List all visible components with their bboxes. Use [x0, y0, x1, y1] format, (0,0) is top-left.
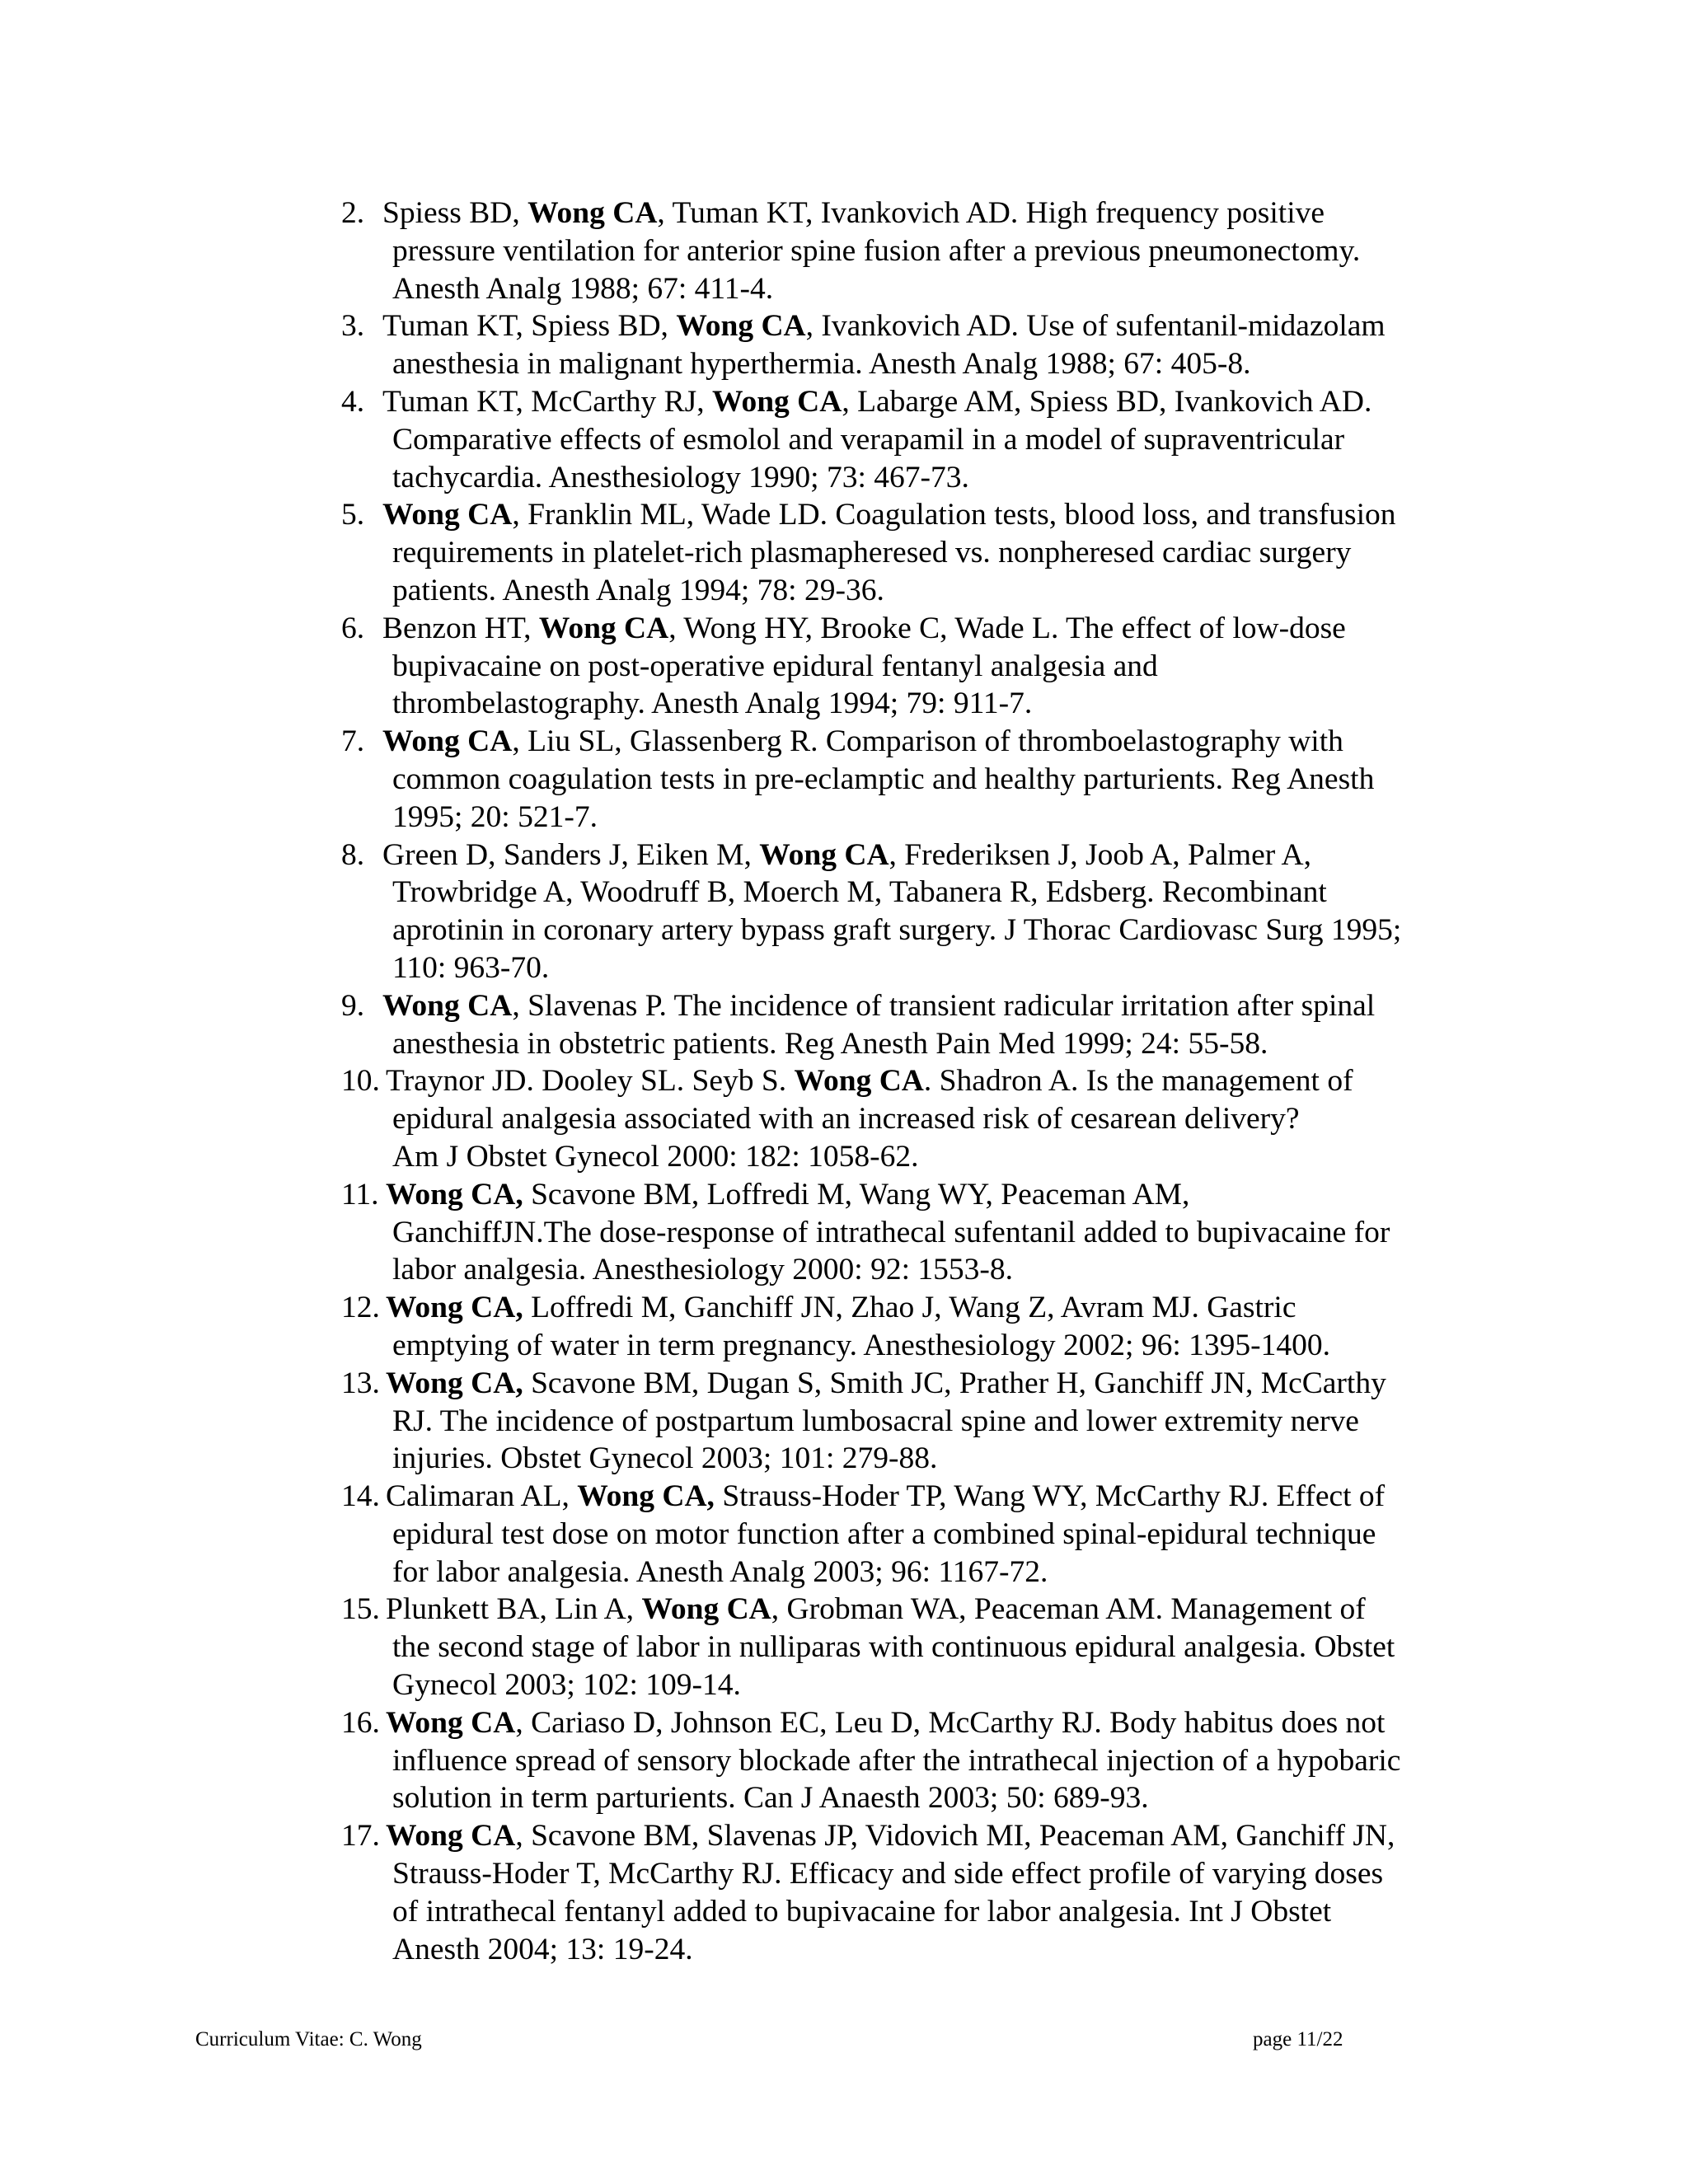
publication-line — [392, 1403, 1495, 1441]
citation-text: for labor analgesia. Anesth Analg 2003; 96: 1167-72. — [392, 1554, 1048, 1589]
citation-text: emptying of water in term pregnancy. Anesthesiology 2002; 96: 1395-1400. — [392, 1328, 1330, 1362]
citation-text: RJ. The incidence of postpartum lumbosacral spine and lower extremity nerve — [392, 1404, 1359, 1438]
citation-text: , Ivankovich AD. Use of sufentanil-midazolam — [805, 309, 1386, 344]
citation-text: Loffredi M, Ganchiff JN, Zhao J, Wang Z, Avram MJ. Gastric — [523, 1291, 1296, 1325]
author-highlight: Wong CA, — [386, 1291, 523, 1325]
citation-text: patients. Anesth Analg 1994; 78: 29-36. — [392, 573, 884, 607]
publication-entry — [341, 1704, 1495, 1817]
publication-line — [392, 534, 1495, 572]
citation-text: Comparative effects of esmolol and verapamil in a model of supraventricular — [392, 422, 1345, 457]
citation-text: , Cariaso D, Johnson EC, Leu D, McCarthy RJ. Body habitus does not — [515, 1705, 1386, 1740]
citation-text: . Shadron A. Is the management of — [923, 1064, 1353, 1099]
citation-text: Strauss-Hoder T, McCarthy RJ. Efficacy and side effect profile of varying doses — [392, 1857, 1384, 1891]
publication-number: 13. — [341, 1366, 380, 1400]
citation-text: the second stage of labor in nulliparas with continuous epidural analgesia. Obstet — [392, 1630, 1395, 1665]
author-highlight: Wong CA, — [386, 1177, 523, 1212]
publication-line — [386, 1176, 1495, 1214]
citation-text: Traynor JD. Dooley SL. Seyb S. — [386, 1064, 795, 1099]
publication-number: 12. — [341, 1291, 380, 1325]
citation-text: 110: 963-70. — [392, 950, 550, 985]
publication-line — [382, 496, 1495, 534]
citation-text: Green D, Sanders J, Eiken M, — [382, 837, 760, 872]
publication-line — [392, 1214, 1495, 1252]
citation-text: aprotinin in coronary artery bypass graft surgery. J Thorac Cardiovasc Surg 1995; — [392, 913, 1402, 948]
citation-text: thrombelastography. Anesth Analg 1994; 79: 911-7. — [392, 687, 1033, 721]
citation-text: pressure ventilation for anterior spine fusion after a previous pneumonectomy. — [392, 233, 1361, 268]
publication-line — [382, 837, 1495, 874]
publication-line — [392, 1742, 1495, 1780]
publication-line — [382, 307, 1495, 345]
publication-entry — [341, 307, 1495, 383]
publication-line — [386, 1365, 1495, 1403]
publication-entry — [341, 1591, 1495, 1704]
citation-text: , Franklin ML, Wade LD. Coagulation tests, blood loss, and transfusion — [512, 498, 1396, 532]
citation-text: , Slavenas P. The incidence of transient radicular irritation after spinal — [512, 988, 1376, 1023]
citation-text: , Liu SL, Glassenberg R. Comparison of thromboelastography with — [512, 724, 1343, 759]
publication-line — [392, 1138, 1495, 1176]
publication-number: 6. — [341, 611, 365, 645]
citation-text: epidural test dose on motor function after a combined spinal-epidural technique — [392, 1516, 1376, 1551]
publication-line — [392, 345, 1495, 383]
citation-text: , Scavone BM, Slavenas JP, Vidovich MI, Peaceman AM, Ganchiff JN, — [515, 1819, 1395, 1854]
author-highlight: Wong CA — [794, 1064, 924, 1099]
publication-entry — [341, 837, 1495, 987]
citation-text: Plunkett BA, Lin A, — [386, 1592, 642, 1627]
citation-text: Am J Obstet Gynecol 2000: 182: 1058-62. — [392, 1139, 919, 1174]
citation-text: influence spread of sensory blockade after the intrathecal injection of a hypobaric — [392, 1743, 1401, 1778]
citation-text: Tuman KT, Spiess BD, — [382, 309, 677, 344]
publication-line — [392, 1440, 1495, 1478]
publication-line — [392, 1327, 1495, 1365]
citation-text: requirements in platelet-rich plasmapheresed vs. nonpheresed cardiac surgery — [392, 536, 1352, 570]
publication-line — [386, 1591, 1495, 1629]
citation-text: , Tuman KT, Ivankovich AD. High frequency positive — [657, 196, 1325, 230]
publication-line — [392, 874, 1495, 912]
citation-text: labor analgesia. Anesthesiology 2000: 92: 1553-8. — [392, 1253, 1014, 1287]
publication-number: 14. — [341, 1479, 380, 1514]
author-highlight: Wong CA — [759, 837, 889, 872]
publication-line — [392, 761, 1495, 799]
publication-number: 17. — [341, 1819, 380, 1854]
publication-line — [392, 232, 1495, 270]
publication-entry — [341, 1176, 1495, 1289]
publication-number: 15. — [341, 1592, 380, 1627]
citation-text: epidural analgesia associated with an increased risk of cesarean delivery? — [392, 1102, 1300, 1137]
citation-text: bupivacaine on post-operative epidural fentanyl analgesia and — [392, 649, 1158, 683]
author-highlight: Wong CA — [712, 384, 842, 419]
publication-line — [392, 1251, 1495, 1289]
citation-text: injuries. Obstet Gynecol 2003; 101: 279-88. — [392, 1441, 938, 1476]
citation-text: Scavone BM, Dugan S, Smith JC, Prather H, Ganchiff JN, McCarthy — [523, 1366, 1386, 1400]
publication-line — [392, 572, 1495, 610]
publication-number: 2. — [341, 196, 365, 230]
publication-line — [386, 1289, 1495, 1327]
publication-entry — [341, 610, 1495, 723]
publication-line — [382, 723, 1495, 761]
publication-number: 5. — [341, 498, 365, 532]
publication-number: 16. — [341, 1705, 380, 1740]
author-highlight: Wong CA — [386, 1819, 516, 1854]
publication-line — [392, 1931, 1495, 1969]
citation-text: solution in term parturients. Can J Anaesth 2003; 50: 689-93. — [392, 1781, 1149, 1816]
citation-text: Benzon HT, — [382, 611, 539, 645]
citation-text: Anesth 2004; 13: 19-24. — [392, 1932, 693, 1966]
publication-line — [392, 912, 1495, 949]
citation-text: Scavone BM, Loffredi M, Wang WY, Peaceman AM, — [523, 1177, 1190, 1212]
citation-text: , Labarge AM, Spiess BD, Ivankovich AD. — [842, 384, 1372, 419]
publication-list — [341, 194, 1495, 1968]
publication-line — [382, 987, 1495, 1025]
publication-entry — [341, 1289, 1495, 1365]
publication-entry — [341, 723, 1495, 836]
citation-text: Tuman KT, McCarthy RJ, — [382, 384, 713, 419]
citation-text: of intrathecal fentanyl added to bupivacaine for labor analgesia. Int J Obstet — [392, 1894, 1332, 1929]
citation-text: Calimaran AL, — [386, 1479, 578, 1514]
publication-line — [392, 1893, 1495, 1931]
publication-line — [386, 1062, 1495, 1100]
publication-number: 11. — [341, 1177, 379, 1212]
publication-line — [392, 421, 1495, 459]
publication-line — [382, 610, 1495, 648]
publication-line — [392, 1554, 1495, 1591]
author-highlight: Wong CA — [538, 611, 669, 645]
citation-text: anesthesia in malignant hyperthermia. Anesth Analg 1988; 67: 405-8. — [392, 347, 1251, 382]
citation-text: Strauss-Hoder TP, Wang WY, McCarthy RJ. Effect of — [714, 1479, 1386, 1514]
publication-line — [392, 949, 1495, 987]
publication-line — [392, 1025, 1495, 1063]
publication-line — [392, 1779, 1495, 1817]
publication-line — [386, 1817, 1495, 1855]
publication-line — [392, 648, 1495, 686]
citation-text: common coagulation tests in pre-eclamptic and healthy parturients. Reg Anesth — [392, 762, 1375, 796]
author-highlight: Wong CA — [641, 1592, 771, 1627]
publication-line — [392, 685, 1495, 723]
author-highlight: Wong CA — [382, 498, 513, 532]
publication-line — [392, 1516, 1495, 1554]
publication-number: 4. — [341, 384, 365, 419]
publication-entry — [341, 194, 1495, 307]
citation-text: 1995; 20: 521-7. — [392, 799, 598, 834]
publication-number: 9. — [341, 988, 365, 1023]
footer-page-number: page 11/22 — [1253, 2028, 1343, 2050]
publication-line — [392, 799, 1495, 837]
publication-entry — [341, 496, 1495, 609]
citation-text: Gynecol 2003; 102: 109-14. — [392, 1668, 741, 1703]
publication-number: 3. — [341, 309, 365, 344]
publication-line — [386, 1704, 1495, 1742]
publication-number: 10. — [341, 1064, 380, 1099]
publication-line — [392, 1629, 1495, 1666]
author-highlight: Wong CA — [382, 988, 513, 1023]
publication-entry — [341, 1062, 1495, 1175]
publication-entry — [341, 383, 1495, 496]
publication-line — [392, 270, 1495, 308]
citation-text: Trowbridge A, Woodruff B, Moerch M, Tabanera R, Edsberg. Recombinant — [392, 875, 1327, 910]
citation-text: tachycardia. Anesthesiology 1990; 73: 467-73. — [392, 460, 969, 494]
citation-text: Spiess BD, — [382, 196, 528, 230]
publication-line — [392, 459, 1495, 497]
publication-entry — [341, 1817, 1495, 1968]
publication-entry — [341, 1365, 1495, 1478]
author-highlight: Wong CA, — [577, 1479, 715, 1514]
publication-line — [386, 1478, 1495, 1516]
citation-text: Anesth Analg 1988; 67: 411-4. — [392, 271, 774, 306]
citation-text: GanchiffJN.The dose-response of intrathecal sufentanil added to bupivacaine for — [392, 1215, 1390, 1249]
author-highlight: Wong CA — [382, 724, 513, 759]
publication-line — [392, 1100, 1495, 1138]
author-highlight: Wong CA — [386, 1705, 516, 1740]
publication-number: 8. — [341, 837, 365, 872]
publication-number: 7. — [341, 724, 365, 759]
footer-title: Curriculum Vitae: C. Wong — [195, 2028, 422, 2050]
publication-line — [392, 1855, 1495, 1893]
publication-entry — [341, 987, 1495, 1063]
citation-text: anesthesia in obstetric patients. Reg Anesth Pain Med 1999; 24: 55-58. — [392, 1026, 1268, 1061]
citation-text: , Wong HY, Brooke C, Wade L. The effect of low-dose — [668, 611, 1346, 645]
publication-line — [382, 383, 1495, 421]
author-highlight: Wong CA, — [386, 1366, 523, 1400]
author-highlight: Wong CA — [676, 309, 806, 344]
citation-text: , Grobman WA, Peaceman AM. Management of — [771, 1592, 1366, 1627]
publication-line — [382, 194, 1495, 232]
citation-text: , Frederiksen J, Joob A, Palmer A, — [889, 837, 1311, 872]
publication-entry — [341, 1478, 1495, 1591]
author-highlight: Wong CA — [528, 196, 658, 230]
publication-line — [392, 1666, 1495, 1704]
